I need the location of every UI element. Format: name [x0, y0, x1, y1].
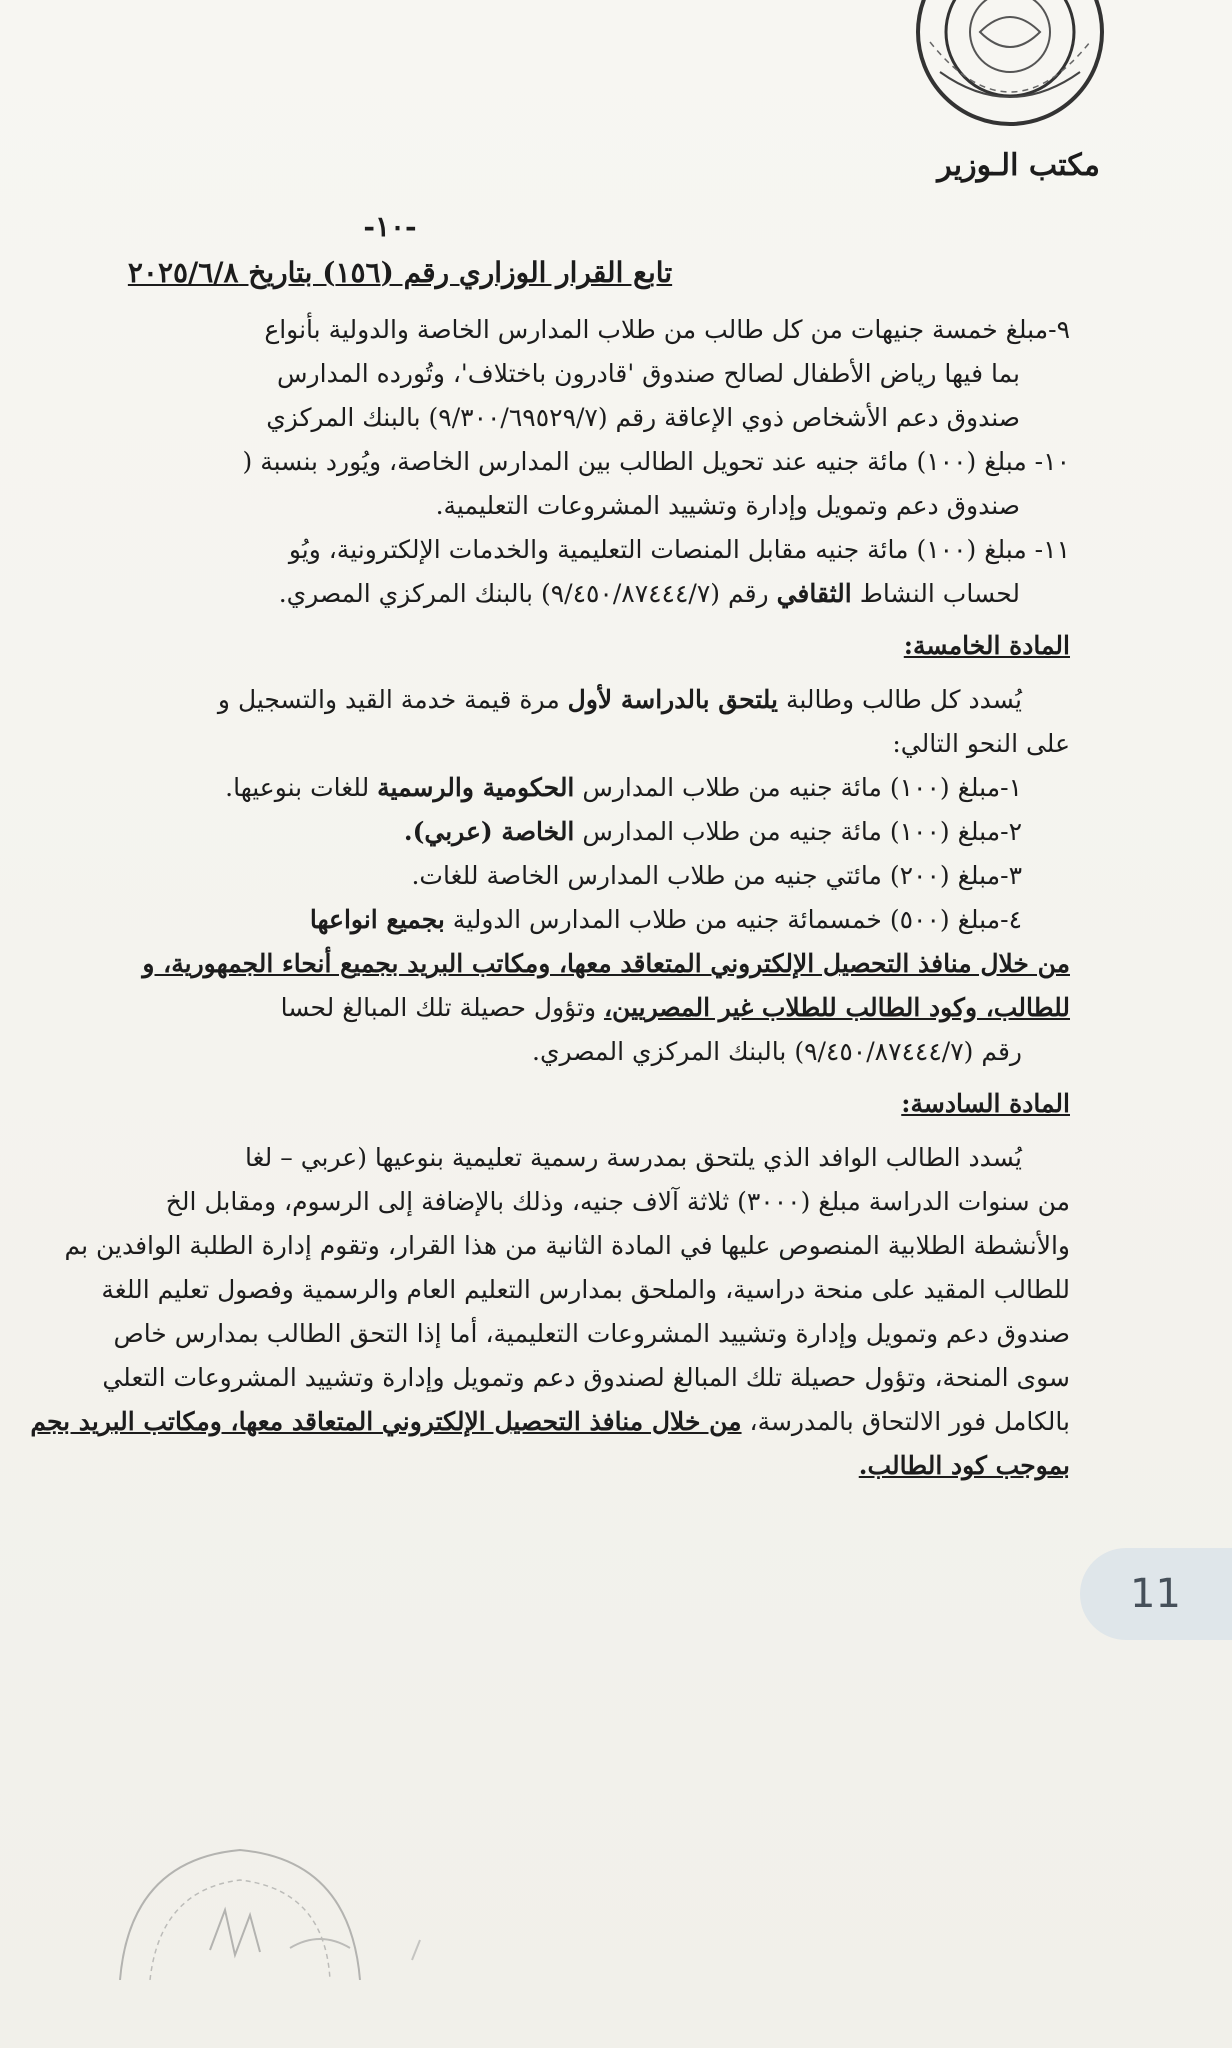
signature-stamp-icon	[90, 1830, 470, 1980]
text-run: ٤-مبلغ (٥٠٠) خمسمائة جنيه من طلاب المدارس الدولية	[444, 905, 1022, 934]
item-9-line-1: ٩-مبلغ خمسة جنيهات من كل طالب من طلاب المدارس الخاصة والدولية بأنواع	[264, 315, 1070, 344]
document-body	[0, 308, 1070, 1488]
text-run: رقم (٩/٤٥٠/٨٧٤٤٤/٧) بالبنك المركزي المصري.	[278, 579, 777, 608]
text-run: يُسدد كل طالب وطالبة	[778, 685, 1022, 714]
text-run: وتؤول حصيلة تلك المبالغ لحسا	[280, 993, 604, 1022]
payment-line-2	[0, 986, 1070, 1030]
article-6-heading: المادة السادسة:	[901, 1089, 1070, 1118]
text-run-bold: الحكومية والرسمية	[377, 773, 575, 802]
fee-item-3: ٣-مبلغ (٢٠٠) مائتي جنيه من طلاب المدارس الخاصة للغات.	[411, 861, 1022, 890]
text-run-bold: الخاصة (عربي).	[403, 817, 575, 846]
article-5-para-2: على النحو التالي:	[892, 729, 1070, 758]
text-run-bold: يلتحق بالدراسة لأول	[567, 685, 779, 714]
text-run: ٢-مبلغ (١٠٠) مائة جنيه من طلاب المدارس	[574, 817, 1022, 846]
text-run: مرة قيمة خدمة القيد والتسجيل و	[217, 685, 568, 714]
item-9-line-3: صندوق دعم الأشخاص ذوي الإعاقة رقم (٩/٣٠٠/٦٩٥٢٩/٧) بالبنك المركزي	[266, 403, 1020, 432]
article-6-line-6: سوى المنحة، وتؤول حصيلة تلك المبالغ لصندوق دعم وتمويل وإدارة وتشييد المشروعات التعلي	[102, 1363, 1070, 1392]
page-indicator-number: 11	[1130, 1571, 1181, 1617]
text-run-bold: بجميع انواعها	[309, 905, 445, 934]
minister-office-label: مكتب الـوزير	[937, 148, 1100, 183]
fee-item-4	[0, 898, 1070, 942]
text-run-underlined: من خلال منافذ التحصيل الإلكتروني المتعاقد معها، ومكاتب البريد بجم	[30, 1407, 742, 1436]
page-number: -١٠-	[363, 210, 417, 243]
article-6-line-3: والأنشطة الطلابية المنصوص عليها في المادة الثانية من هذا القرار، وتقوم إدارة الطلبة الوافدين بم	[64, 1231, 1070, 1260]
payment-line-1: من خلال منافذ التحصيل الإلكتروني المتعاقد معها، ومكاتب البريد بجميع أنحاء الجمهورية، و	[142, 949, 1070, 978]
text-run: ١-مبلغ (١٠٠) مائة جنيه من طلاب المدارس	[574, 773, 1022, 802]
text-run: للغات بنوعيها.	[225, 773, 378, 802]
item-10-line-1: ١٠- مبلغ (١٠٠) مائة جنيه عند تحويل الطالب بين المدارس الخاصة، ويُورد بنسبة (	[242, 447, 1070, 476]
article-6-line-8: بموجب كود الطالب.	[858, 1451, 1070, 1480]
item-9-line-2: بما فيها رياض الأطفال لصالح صندوق 'قادرون باختلاف'، وتُورده المدارس	[277, 359, 1020, 388]
fee-item-1	[0, 766, 1070, 810]
article-6-line-1: يُسدد الطالب الوافد الذي يلتحق بمدرسة رسمية تعليمية بنوعيها (عربي – لغا	[245, 1143, 1022, 1172]
ministry-seal-icon	[900, 0, 1120, 132]
article-6-line-2: من سنوات الدراسة مبلغ (٣٠٠٠) ثلاثة آلاف جنيه، وذلك بالإضافة إلى الرسوم، ومقابل الخ	[165, 1187, 1070, 1216]
text-run-underlined: للطالب، وكود الطالب للطلاب غير المصريين،	[603, 993, 1070, 1022]
text-run: بالكامل فور الالتحاق بالمدرسة،	[741, 1407, 1070, 1436]
article-6-line-5: صندوق دعم وتمويل وإدارة وتشييد المشروعات التعليمية، أما إذا التحق الطالب بمدارس خاص	[113, 1319, 1070, 1348]
item-11-line-1: ١١- مبلغ (١٠٠) مائة جنيه مقابل المنصات التعليمية والخدمات الإلكترونية، ويُو	[288, 535, 1070, 564]
article-6-line-4: للطالب المقيد على منحة دراسية، والملحق بمدارس التعليم العام والرسمية وفصول تعليم اللغة	[101, 1275, 1070, 1304]
article-5-para-1	[0, 678, 1070, 722]
fee-item-2	[0, 810, 1070, 854]
item-10-line-2: صندوق دعم وتمويل وإدارة وتشييد المشروعات التعليمية.	[435, 491, 1020, 520]
article-6-line-7	[0, 1400, 1070, 1444]
text-run-bold: الثقافي	[776, 579, 852, 608]
text-run: لحساب النشاط	[851, 579, 1020, 608]
page-indicator-badge	[1080, 1548, 1232, 1640]
decision-title: تابع القرار الوزاري رقم (١٥٦) بتاريخ ٢٠٢٥/٦/٨	[127, 256, 673, 289]
article-5-heading: المادة الخامسة:	[903, 631, 1070, 660]
item-11-line-2	[0, 572, 1070, 616]
payment-line-3: رقم (٩/٤٥٠/٨٧٤٤٤/٧) بالبنك المركزي المصري.	[532, 1037, 1022, 1066]
